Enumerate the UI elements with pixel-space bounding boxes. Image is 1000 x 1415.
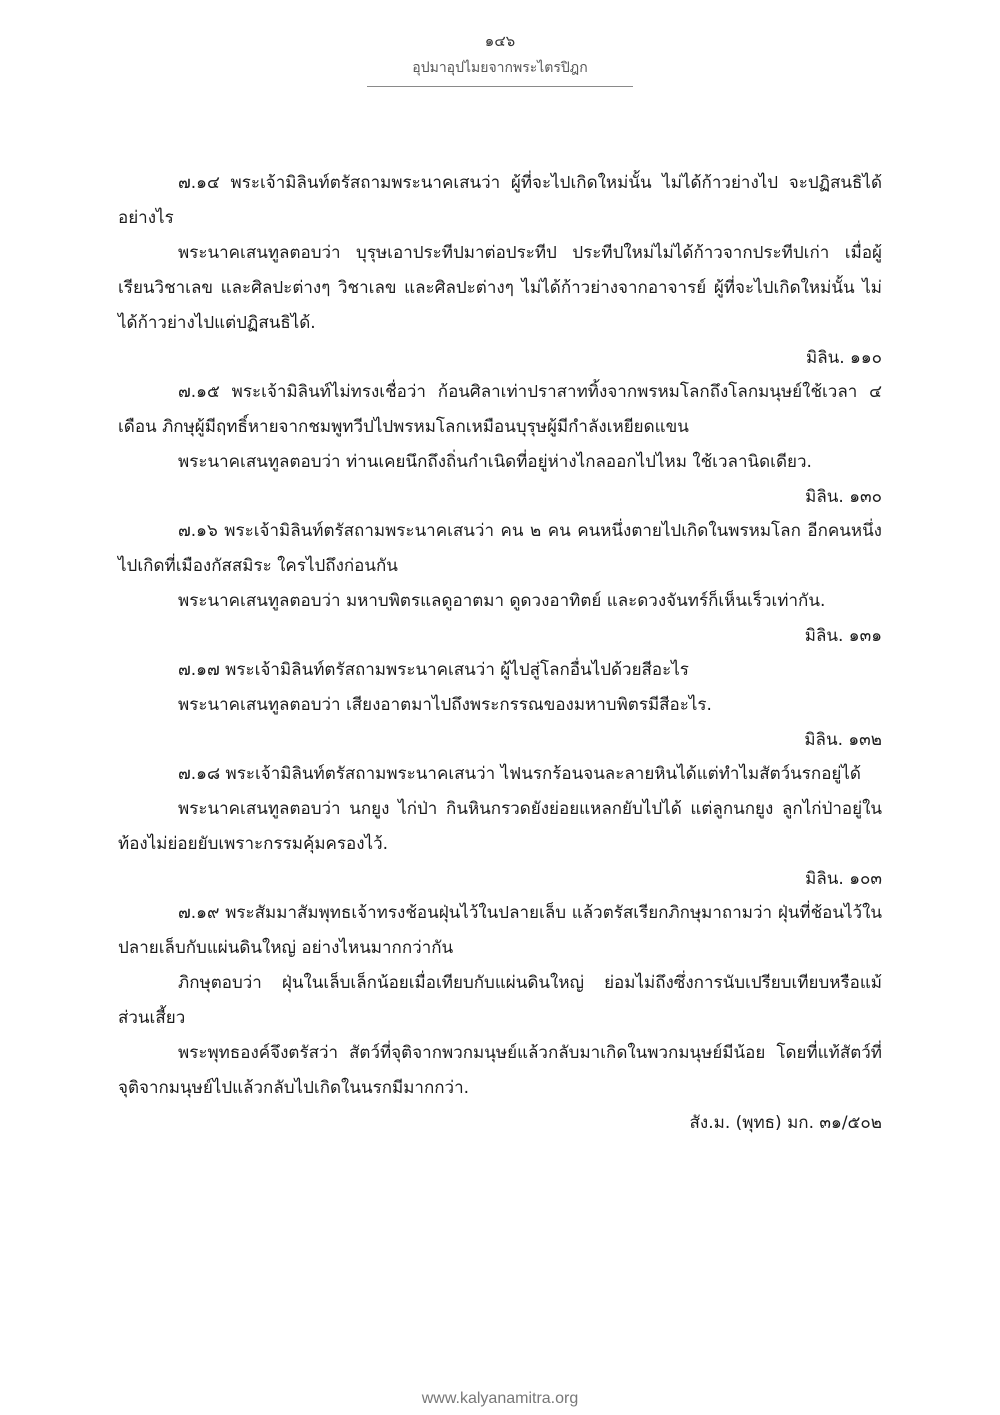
header-divider xyxy=(367,86,633,87)
section-7-15 xyxy=(118,375,882,514)
source-reference: มิลิน. ๑๓๐ xyxy=(805,487,882,507)
section-7-17 xyxy=(118,653,882,757)
section-7-19 xyxy=(118,896,882,1140)
question-paragraph: ๗.๑๔ พระเจ้ามิลินท์ตรัสถามพระนาคเสนว่า ผู้ที่จะไปเกิดใหม่นั้น ไม่ได้ก้าวย่างไป จะปฏิสนธิได้อย่างไร xyxy=(118,173,882,228)
answer-paragraph: พระนาคเสนทูลตอบว่า นกยูง ไก่ป่า กินหินกรวดยังย่อยแหลกยับไปได้ แต่ลูกนกยูง ลูกไก่ป่าอยู่ในท้องไม่ย่อยยับเพราะกรรมคุ้มครองไว้. xyxy=(118,799,882,854)
section-7-14 xyxy=(118,166,882,375)
source-reference: มิลิน. ๑๑๐ xyxy=(805,348,882,368)
question-paragraph: ๗.๑๗ พระเจ้ามิลินท์ตรัสถามพระนาคเสนว่า ผู้ไปสู่โลกอื่นไปด้วยสีอะไร xyxy=(178,660,689,680)
source-reference: มิลิน. ๑๓๑ xyxy=(804,626,882,646)
footer-website: www.kalyanamitra.org xyxy=(421,1390,579,1407)
source-reference: มิลิน. ๑๓๒ xyxy=(804,730,882,750)
statement-paragraph: ๗.๑๙ พระสัมมาสัมพุทธเจ้าทรงช้อนฝุ่นไว้ในปลายเล็บ แล้วตรัสเรียกภิกษุมาถามว่า ฝุ่นที่ช้อนไว้ในปลายเล็บกับแผ่นดินใหญ่ อย่างไหนมากกว่ากัน xyxy=(118,903,882,958)
question-paragraph: ๗.๑๘ พระเจ้ามิลินท์ตรัสถามพระนาคเสนว่า ไฟนรกร้อนจนละลายหินได้แต่ทำไมสัตว์นรกอยู่ได้ xyxy=(178,764,861,784)
page-number: ๑๔๖ xyxy=(484,32,516,50)
question-paragraph: ๗.๑๕ พระเจ้ามิลินท์ไม่ทรงเชื่อว่า ก้อนศิลาเท่าปราสาททิ้งจากพรหมโลกถึงโลกมนุษย์ใช้เวลา ๔ เดือน ภิกษุผู้มีฤทธิ์หายจากชมพูทวีปไปพรหมโลกเหมือนบุรุษผู้มีกำลังเหยียดแขน xyxy=(118,382,882,437)
section-7-18 xyxy=(118,757,882,896)
monk-answer-paragraph: ภิกษุตอบว่า ฝุ่นในเล็บเล็กน้อยเมื่อเทียบกับแผ่นดินใหญ่ ย่อมไม่ถึงซึ่งการนับเปรียบเทียบหรือแม้ส่วนเสี้ยว xyxy=(118,973,882,1028)
answer-paragraph: พระนาคเสนทูลตอบว่า มหาบพิตรแลดูอาตมา ดูดวงอาทิตย์ และดวงจันทร์ก็เห็นเร็วเท่ากัน. xyxy=(178,591,826,611)
section-7-16 xyxy=(118,514,882,653)
answer-paragraph: พระนาคเสนทูลตอบว่า เสียงอาตมาไปถึงพระกรรณของมหาบพิตรมีสีอะไร. xyxy=(178,695,712,715)
source-reference: มิลิน. ๑๐๓ xyxy=(805,869,882,889)
buddha-words-paragraph: พระพุทธองค์จึงตรัสว่า สัตว์ที่จุติจากพวกมนุษย์แล้วกลับมาเกิดในพวกมนุษย์มีน้อย โดยที่แท้สัตว์ที่จุติจากมนุษย์ไปแล้วกลับไปเกิดในนรกมีมากกว่า. xyxy=(118,1043,882,1098)
answer-paragraph: พระนาคเสนทูลตอบว่า ท่านเคยนึกถึงถิ่นกำเนิดที่อยู่ห่างไกลออกไปไหม ใช้เวลานิดเดียว. xyxy=(178,452,812,472)
main-text xyxy=(118,166,882,1140)
answer-paragraph: พระนาคเสนทูลตอบว่า บุรุษเอาประทีปมาต่อประทีป ประทีปใหม่ไม่ได้ก้าวจากประทีปเก่า เมื่อผู้เรียนวิชาเลข และศิลปะต่างๆ วิชาเลข และศิลปะต่างๆ ไม่ได้ก้าวย่างจากอาจารย์ ผู้ที่จะไปเกิดใหม่นั้น ไม่ได้ก้าวย่างไปแต่ปฏิสนธิได้. xyxy=(118,243,882,333)
page-header xyxy=(0,30,1000,87)
question-paragraph: ๗.๑๖ พระเจ้ามิลินท์ตรัสถามพระนาคเสนว่า คน ๒ คน คนหนึ่งตายไปเกิดในพรหมโลก อีกคนหนึ่งไปเกิดที่เมืองกัสสมิระ ใครไปถึงก่อนกัน xyxy=(118,521,882,576)
running-title: อุปมาอุปไมยจากพระไตรปิฎก xyxy=(412,60,588,76)
source-reference: สัง.ม. (พุทธ) มก. ๓๑/๕๐๒ xyxy=(689,1113,882,1133)
